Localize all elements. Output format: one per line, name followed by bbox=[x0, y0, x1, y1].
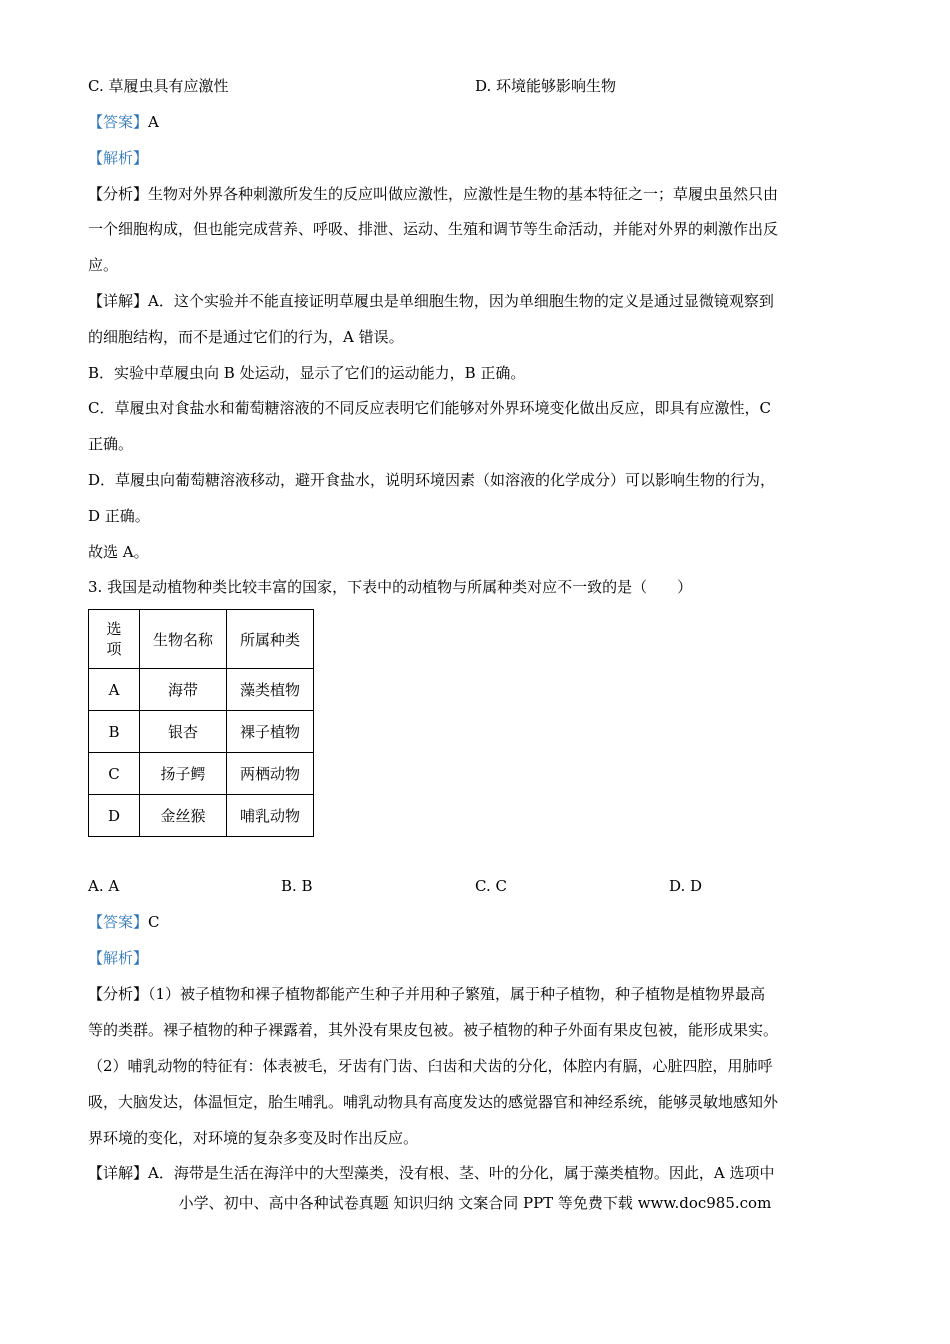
q2-analysis-line-2: 一个细胞构成，但也能完成营养、呼吸、排泄、运动、生殖和调节等生命活动，并能对外界的刺激作出反 bbox=[88, 220, 779, 238]
q2-detail-line-6: D．草履虫向葡萄糖溶液移动，避开食盐水，说明环境因素（如溶液的化学成分）可以影响生物的行为， bbox=[88, 471, 776, 489]
q2-detail-line-1 bbox=[88, 291, 774, 311]
table-cell: B bbox=[89, 711, 140, 753]
header-option: 选项 bbox=[106, 620, 122, 658]
q3-analysis-line-1 bbox=[88, 984, 765, 1004]
header-cell: 生物名称 bbox=[140, 610, 227, 669]
table-row bbox=[89, 795, 314, 837]
analysis-tag: 【分析】 bbox=[88, 185, 149, 203]
option-c bbox=[88, 76, 617, 96]
q3-answer bbox=[88, 912, 160, 932]
table-cell: 哺乳动物 bbox=[227, 795, 314, 837]
table-cell: 两栖动物 bbox=[227, 753, 314, 795]
q3-analysis-line-4: 吸，大脑发达，体温恒定，胎生哺乳。哺乳动物具有高度发达的感觉器官和神经系统，能够灵敏地感知外 bbox=[88, 1093, 779, 1111]
page-footer: 小学、初中、高中各种试卷真题 知识归纳 文案合同 PPT 等免费下载 www.doc985.com bbox=[178, 1194, 772, 1212]
q3-option-b: B. B bbox=[281, 877, 313, 895]
q3-analysis-line-5: 界环境的变化，对环境的复杂多变及时作出反应。 bbox=[88, 1129, 419, 1147]
table-cell: 扬子鳄 bbox=[140, 753, 227, 795]
table-cell: 藻类植物 bbox=[227, 669, 314, 711]
analysis-text: （1）被子植物和裸子植物都能产生种子并用种子繁殖，属于种子植物，种子植物是植物界最高 bbox=[148, 985, 766, 1003]
table-cell: 裸子植物 bbox=[227, 711, 314, 753]
q3-option-c: C. C bbox=[475, 877, 507, 895]
detail-text: A．海带是生活在海洋中的大型藻类，没有根、茎、叶的分化，属于藻类植物。因此，A 选项中 bbox=[148, 1164, 775, 1182]
q3-option-a: A. A bbox=[88, 877, 120, 895]
option-c-text: C. 草履虫具有应激性 bbox=[88, 77, 229, 95]
table-header-row bbox=[89, 610, 314, 669]
table-cell: C bbox=[89, 753, 140, 795]
table-cell: 金丝猴 bbox=[140, 795, 227, 837]
q3-detail-line-1 bbox=[88, 1163, 774, 1183]
table-cell: 银杏 bbox=[140, 711, 227, 753]
table-cell: A bbox=[89, 669, 140, 711]
table-cell: D bbox=[89, 795, 140, 837]
table-row bbox=[89, 753, 314, 795]
header-cell: 所属种类 bbox=[227, 610, 314, 669]
species-table bbox=[88, 609, 314, 837]
answer-value: C bbox=[148, 913, 160, 931]
q2-detail-line-4: C．草履虫对食盐水和葡萄糖溶液的不同反应表明它们能够对外界环境变化做出反应，即具有应激性，C bbox=[88, 399, 771, 417]
answer-value: A bbox=[148, 113, 159, 131]
q2-analysis-line-1 bbox=[88, 184, 778, 204]
q3-option-d: D. D bbox=[669, 877, 703, 895]
analysis-tag: 【分析】 bbox=[88, 985, 149, 1003]
q2-detail-line-2: 的细胞结构，而不是通过它们的行为，A 错误。 bbox=[88, 328, 404, 346]
detail-tag: 【详解】 bbox=[88, 292, 149, 310]
q3-stem: 3. 我国是动植物种类比较丰富的国家，下表中的动植物与所属种类对应不一致的是（ ） bbox=[88, 578, 693, 596]
q3-jiexi: 【解析】 bbox=[88, 949, 149, 967]
detail-text: A．这个实验并不能直接证明草履虫是单细胞生物，因为单细胞生物的定义是通过显微镜观察到 bbox=[148, 292, 774, 310]
q2-answer bbox=[88, 112, 159, 132]
header-cell bbox=[89, 610, 140, 669]
detail-tag: 【详解】 bbox=[88, 1164, 149, 1182]
answer-tag: 【答案】 bbox=[88, 113, 149, 131]
analysis-text: 生物对外界各种刺激所发生的反应叫做应激性，应激性是生物的基本特征之一；草履虫虽然只由 bbox=[148, 185, 779, 203]
table-row bbox=[89, 669, 314, 711]
table-row bbox=[89, 711, 314, 753]
q3-analysis-line-2: 等的类群。裸子植物的种子裸露着，其外没有果皮包被。被子植物的种子外面有果皮包被，能形成果实。 bbox=[88, 1021, 779, 1039]
table-cell: 海带 bbox=[140, 669, 227, 711]
q2-detail-line-3: B．实验中草履虫向 B 处运动，显示了它们的运动能力，B 正确。 bbox=[88, 364, 526, 382]
q3-analysis-line-3: （2）哺乳动物的特征有：体表被毛，牙齿有门齿、臼齿和犬齿的分化，体腔内有膈，心脏四腔，用肺呼 bbox=[88, 1057, 773, 1075]
q2-detail-line-8: 故选 A。 bbox=[88, 543, 149, 561]
answer-tag: 【答案】 bbox=[88, 913, 149, 931]
q2-detail-line-5: 正确。 bbox=[88, 435, 134, 453]
q2-jiexi: 【解析】 bbox=[88, 149, 149, 167]
option-d: D. 环境能够影响生物 bbox=[475, 77, 617, 95]
q2-detail-line-7: D 正确。 bbox=[88, 507, 150, 525]
q2-analysis-line-3: 应。 bbox=[88, 256, 119, 274]
